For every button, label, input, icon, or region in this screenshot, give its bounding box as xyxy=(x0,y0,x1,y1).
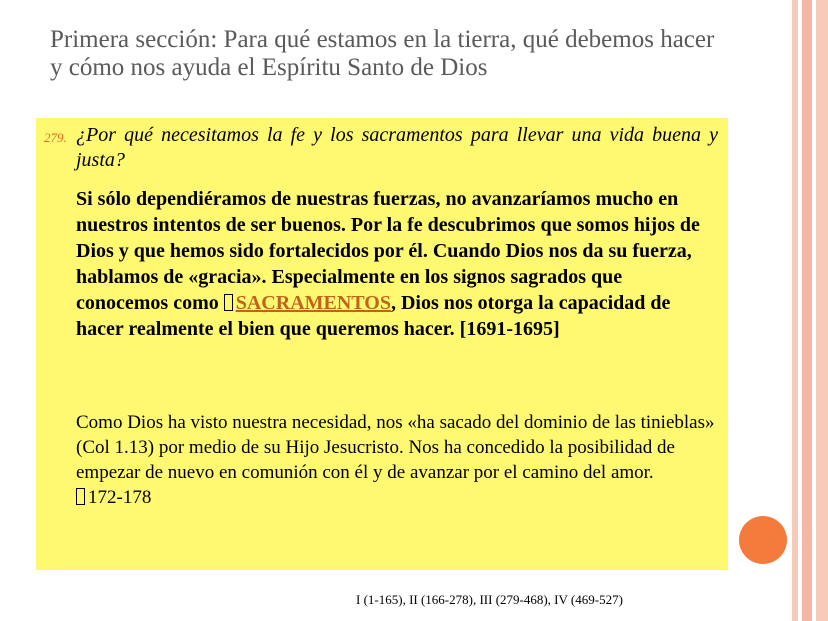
answer-text xyxy=(76,186,718,342)
question-number: 279. xyxy=(44,130,67,145)
body-text xyxy=(76,410,718,510)
decorative-circle xyxy=(739,516,787,564)
body-reference: 172-178 xyxy=(88,487,152,508)
sacramentos-link[interactable]: SACRAMENTOS xyxy=(235,292,391,314)
body-paragraph: Como Dios ha visto nuestra necesidad, nos «ha sacado del dominio de las tinieblas» (Col 1.13) por medio de su Hijo Jesucristo. Nos ha concedido la posibilidad de empezar de nuevo en comunión con él y de avanzar por el camino del amor. xyxy=(76,412,715,483)
answer-part-2: , Dios nos otorga la capacidad de hacer realmente el bien que queremos hacer. [1691-1695] xyxy=(76,292,671,340)
box-icon xyxy=(76,488,85,505)
content-panel xyxy=(36,118,728,570)
question-text: ¿Por qué necesitamos la fe y los sacramentos para llevar una vida buena y justa? xyxy=(76,124,718,171)
decorative-stripes xyxy=(788,0,828,621)
box-icon xyxy=(224,294,233,311)
footer-text: I (1-165), II (166-278), III (279-468), IV (469-527) xyxy=(356,592,623,607)
slide-title: Primera sección: Para qué estamos en la tierra, qué debemos hacer y cómo nos ayuda el Espíritu Santo de Dios xyxy=(50,26,715,81)
answer-part-1: Si sólo dependiéramos de nuestras fuerzas, no avanzaríamos mucho en nuestros intentos de ser buenos. Por la fe descubrimos que somos hijos de Dios y que hemos sido fortalecidos por él. Cuando Dios nos da su fuerza, hablamos de «gracia». Especialmente en los signos sagrados que conocemos como xyxy=(76,188,700,314)
